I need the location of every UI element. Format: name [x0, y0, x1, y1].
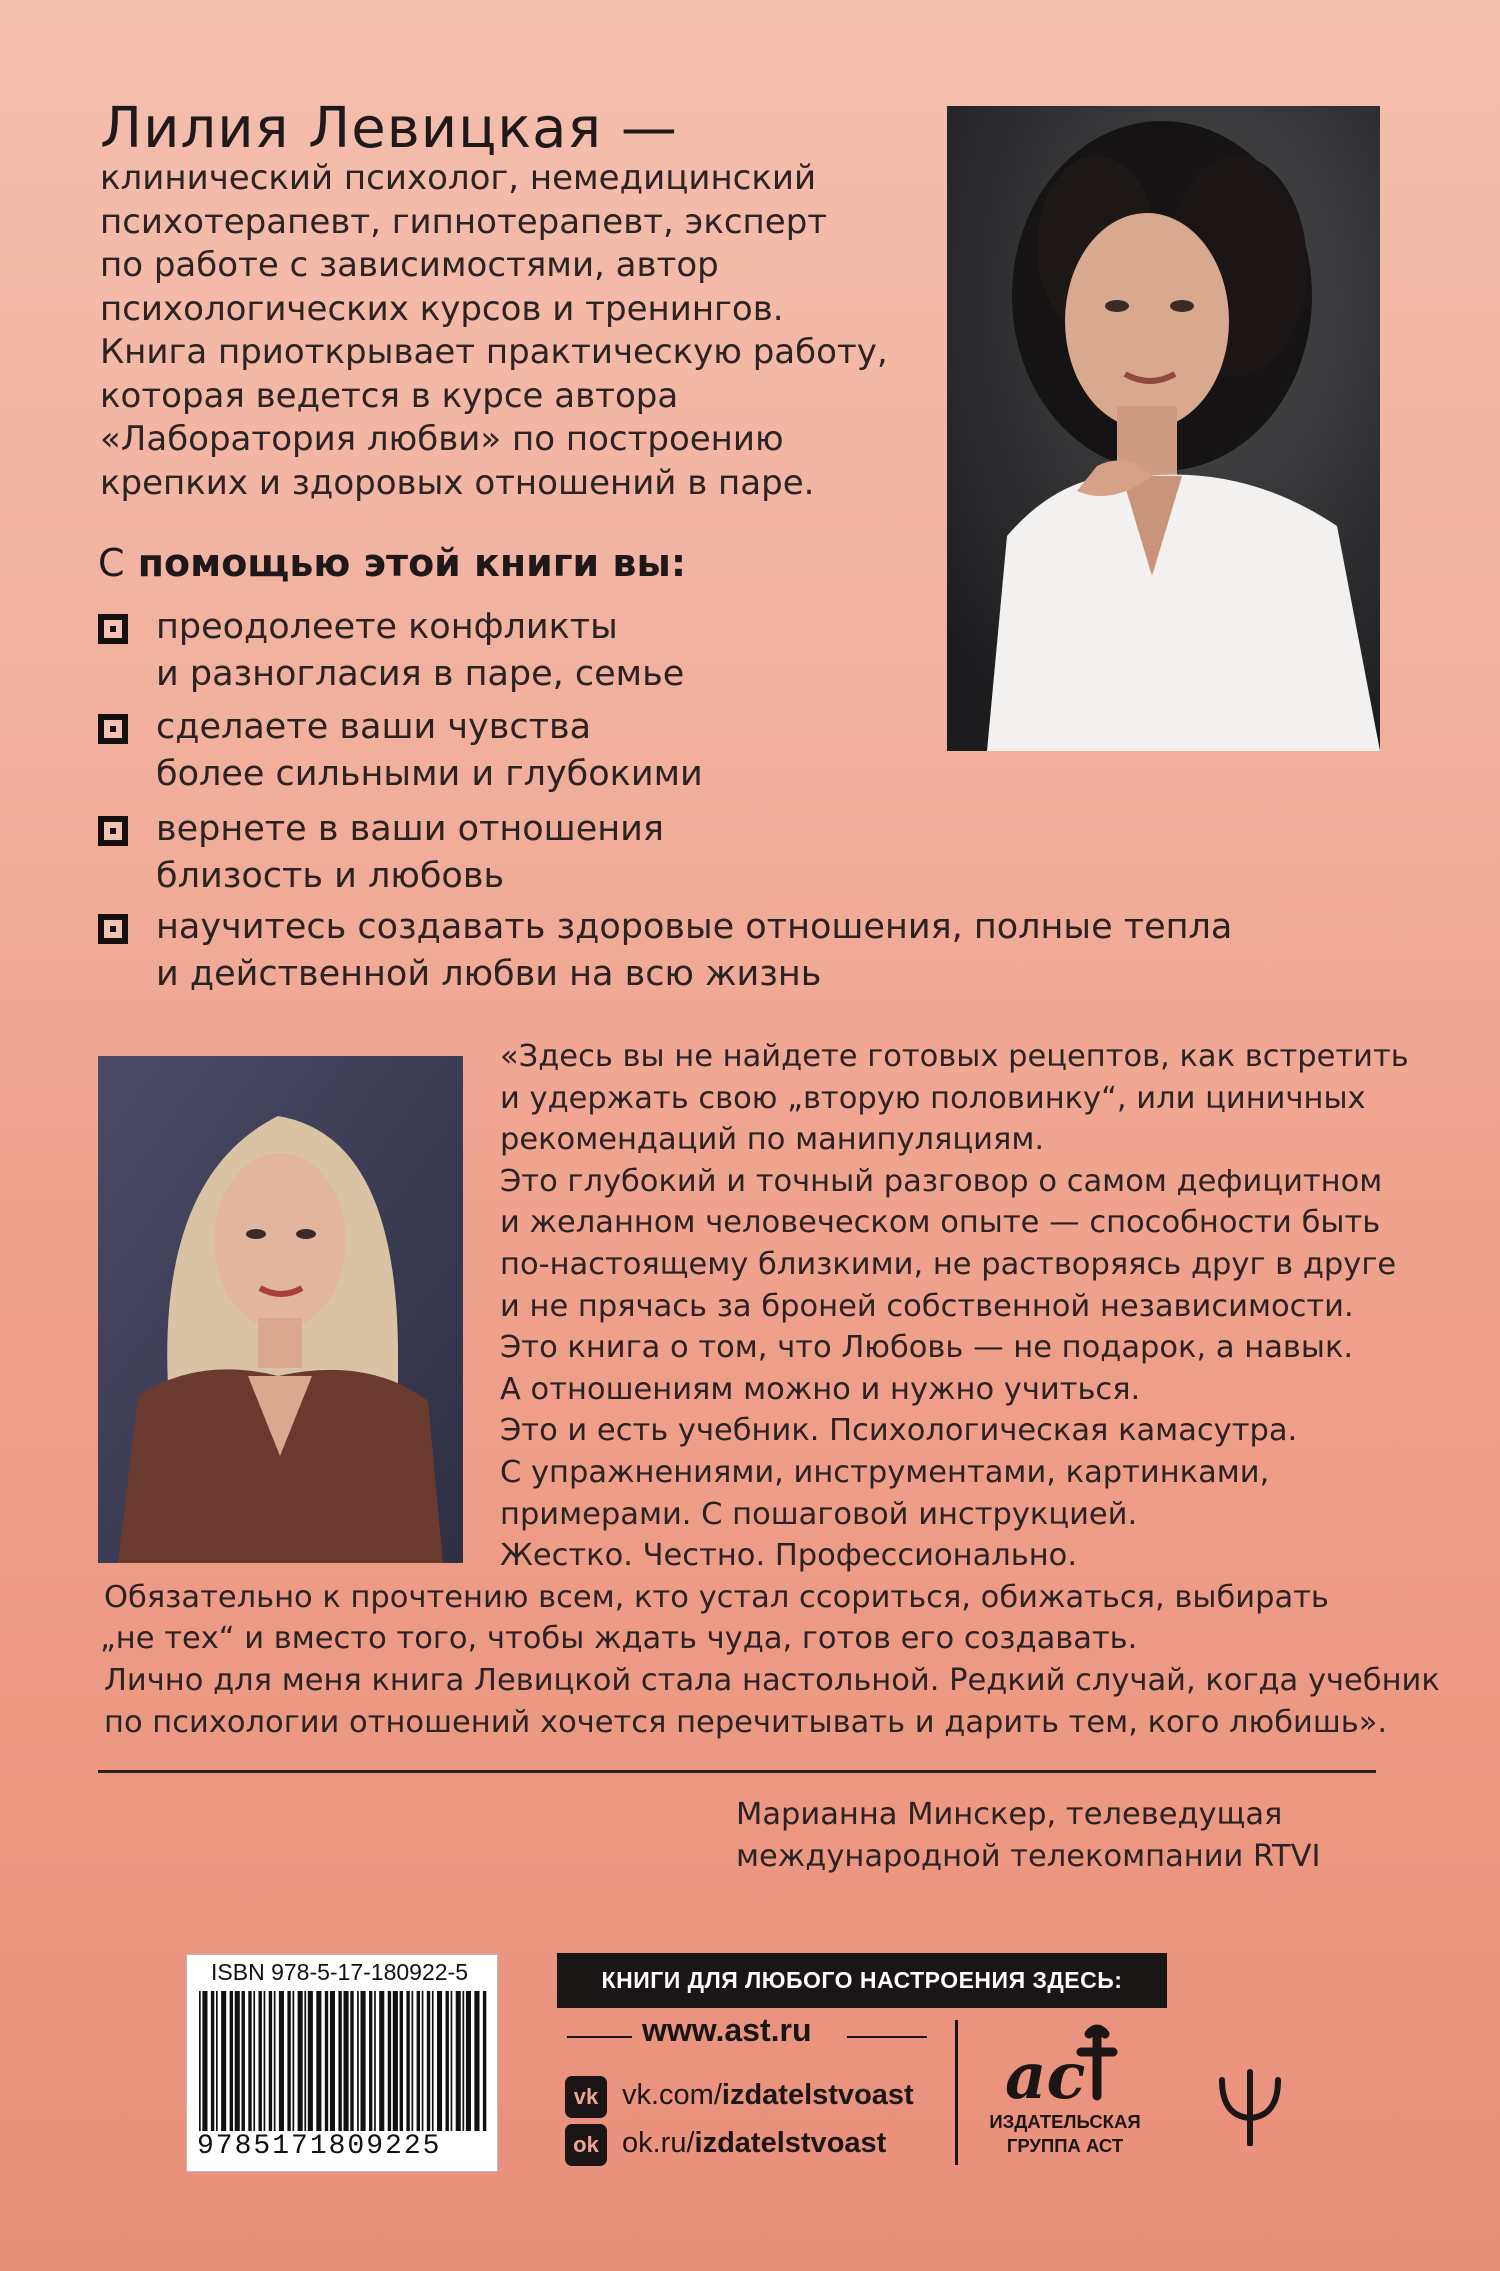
reviewer-photo	[98, 1056, 463, 1563]
quote-line: и удержать свою „вторую половинку“, или циничных	[500, 1080, 1366, 1116]
quote-line: С упражнениями, инструментами, картинками,	[500, 1455, 1270, 1490]
barcode-bar	[451, 1991, 453, 2131]
barcode-bar	[253, 1991, 255, 2131]
barcode-bar	[456, 1991, 461, 2131]
quote-line: Жестко. Честно. Профессионально.	[500, 1538, 1078, 1574]
barcode-bar	[427, 1991, 430, 2131]
author-bio	[100, 157, 940, 505]
checkbox-bullet-icon	[98, 614, 128, 644]
barcode-bar	[474, 1991, 479, 2131]
barcode-bar	[344, 1991, 349, 2131]
barcode-bar	[330, 1991, 335, 2131]
benefit-line: вернете в ваши отношения	[156, 809, 664, 849]
quote-line: Это книга о том, что Любовь — не подарок, а навык.	[500, 1330, 1354, 1366]
barcode-bar	[216, 1991, 218, 2131]
quote-line: и не прячась за броней собственной независимости.	[500, 1288, 1354, 1324]
barcode-bar	[437, 1991, 442, 2131]
barcode-bar	[379, 1991, 384, 2131]
vk-handle: izdatelstvoast	[721, 2079, 914, 2111]
quote-line: А отношениям можно и нужно учиться.	[500, 1371, 1141, 1407]
bio-line: клинический психолог, немедицинский	[100, 158, 817, 198]
barcode-bar	[274, 1991, 276, 2131]
benefit-line: научитесь создавать здоровые отношения, полные тепла	[156, 907, 1233, 947]
barcode-bar	[483, 1991, 486, 2131]
barcode-icon	[197, 1991, 487, 2131]
attribution-line: Марианна Минскер, телеведущая	[736, 1797, 1283, 1832]
barcode-bar	[350, 1991, 353, 2131]
bio-line: по работе с зависимостями, автор	[100, 245, 719, 285]
barcode-bar	[287, 1991, 290, 2131]
benefit-line: и разногласия в паре, семье	[156, 654, 685, 694]
barcode-bar	[463, 1991, 465, 2131]
quote-line: и желанном человеческом опыте — способности быть	[500, 1205, 1381, 1241]
barcode-bar	[202, 1991, 207, 2131]
barcode-bar	[221, 1991, 226, 2131]
vk-prefix: vk.com/	[622, 2079, 722, 2111]
barcode-bar	[338, 1991, 341, 2131]
bio-line: Книга приоткрывает практическую работу,	[100, 332, 888, 372]
attribution-line: международной телекомпании RTVI	[736, 1839, 1321, 1874]
isbn-barcode	[186, 1954, 498, 2172]
barcode-bar	[316, 1991, 321, 2131]
divider	[847, 2036, 927, 2038]
bio-line: которая ведется в курсе автора	[100, 375, 679, 416]
caption-line: ИЗДАТЕЛЬСКАЯ	[989, 2111, 1141, 2132]
quote-line: рекомендаций по манипуляциям.	[500, 1122, 1045, 1158]
barcode-bar	[422, 1991, 424, 2131]
benefits-heading-text: помощью этой книги вы:	[124, 541, 687, 585]
checkbox-bullet-icon	[98, 914, 128, 944]
vk-icon: vk	[565, 2076, 607, 2118]
ok-handle: izdatelstvoast	[694, 2127, 887, 2159]
barcode-bar	[393, 1991, 398, 2131]
quote-line: по-настоящему близкими, не растворяясь друг в друге	[500, 1247, 1397, 1282]
caption-line: ГРУППА АСТ	[1006, 2135, 1124, 2156]
quote-line: «Здесь вы не найдете готовых рецептов, как встретить	[500, 1039, 1409, 1074]
benefit-line: близость и любовь	[156, 856, 505, 896]
benefit-line: и действенной любви на всю жизнь	[156, 954, 822, 994]
publisher-banner: КНИГИ ДЛЯ ЛЮБОГО НАСТРОЕНИЯ ЗДЕСЬ:	[557, 1953, 1167, 2008]
author-photo	[947, 106, 1380, 751]
barcode-bar	[242, 1991, 245, 2131]
barcode-bar	[446, 1991, 449, 2131]
benefit-line: более сильными и глубокими	[156, 754, 703, 794]
quote-line: Это и есть учебник. Психологическая камасутра.	[500, 1413, 1298, 1449]
barcode-bar	[466, 1991, 471, 2131]
odnoklassniki-icon: ok	[565, 2124, 607, 2166]
quote-line: Лично для меня книга Левицкой стала настольной. Редкий случай, когда учебник	[104, 1663, 1440, 1698]
barcode-bar	[279, 1991, 284, 2131]
barcode-bar	[269, 1991, 272, 2131]
quote-line: примерами. С пошаговой инструкцией.	[500, 1496, 1138, 1532]
quote-line: Это глубокий и точный разговор о самом дефицитном	[500, 1163, 1383, 1199]
website-link[interactable]: www.ast.ru	[642, 2012, 812, 2048]
barcode-bar	[298, 1991, 303, 2131]
barcode-bar	[357, 1991, 359, 2131]
author-portrait-image	[947, 106, 1380, 751]
barcode-bar	[400, 1991, 403, 2131]
quote-line: Обязательно к прочтению всем, кто устал ссориться, обижаться, выбирать	[104, 1579, 1329, 1615]
ok-link[interactable]	[565, 2124, 945, 2170]
author-name: Лилия Левицкая —	[100, 96, 678, 161]
website-row	[557, 2010, 937, 2060]
divider	[98, 1770, 1376, 1773]
publisher-caption	[975, 2110, 1155, 2158]
ast-logo-text: ac	[1005, 2039, 1086, 2113]
benefit-line: сделаете ваши чувства	[156, 707, 592, 747]
barcode-bar	[417, 1991, 420, 2131]
ast-logo-icon	[985, 2018, 1145, 2113]
bio-line: психотерапевт, гипнотерапевт, эксперт	[100, 201, 828, 242]
barcode-bar	[412, 1991, 414, 2131]
quote-attribution	[736, 1794, 1321, 1878]
bio-line: психологических курсов и тренингов.	[100, 288, 784, 329]
barcode-bar	[248, 1991, 251, 2131]
barcode-bar	[259, 1991, 262, 2131]
bio-line: «Лаборатория любви» по построению	[100, 419, 784, 459]
benefits-heading-prefix: С	[98, 541, 125, 585]
barcode-bar	[308, 1991, 313, 2131]
barcode-bar	[374, 1991, 376, 2131]
barcode-bar	[325, 1991, 328, 2131]
quote-line: по психологии отношений хочется перечитывать и дарить тем, кого любишь».	[104, 1704, 1388, 1740]
bio-line: крепких и здоровых отношений в паре.	[100, 462, 815, 503]
reviewer-portrait-image	[98, 1056, 463, 1563]
quote-line: „не тех“ и вместо того, чтобы ждать чуда, готов его создавать.	[100, 1621, 1138, 1657]
isbn-number: ISBN 978-5-17-180922-5	[211, 1959, 468, 1985]
barcode-bar	[361, 1991, 366, 2131]
benefits-heading	[98, 541, 686, 585]
barcode-digits: 9785171809225	[197, 2131, 442, 2162]
barcode-bar	[369, 1991, 372, 2131]
barcode-bar	[432, 1991, 434, 2131]
divider	[567, 2036, 632, 2038]
ok-prefix: ok.ru/	[622, 2127, 695, 2159]
barcode-bar	[230, 1991, 233, 2131]
barcode-bar	[211, 1991, 214, 2131]
barcode-bar	[388, 1991, 391, 2131]
psi-symbol-icon	[1210, 2066, 1290, 2146]
barcode-bar	[235, 1991, 240, 2131]
divider	[955, 2020, 958, 2165]
barcode-bar	[293, 1991, 295, 2131]
vk-link[interactable]	[565, 2076, 945, 2122]
barcode-bar	[304, 1991, 306, 2131]
benefit-line: преодолеете конфликты	[156, 607, 618, 647]
barcode-bar	[199, 1991, 201, 2131]
checkbox-bullet-icon	[98, 714, 128, 744]
barcode-bar	[406, 1991, 409, 2131]
checkbox-bullet-icon	[98, 816, 128, 846]
barcode-bar	[264, 1991, 266, 2131]
